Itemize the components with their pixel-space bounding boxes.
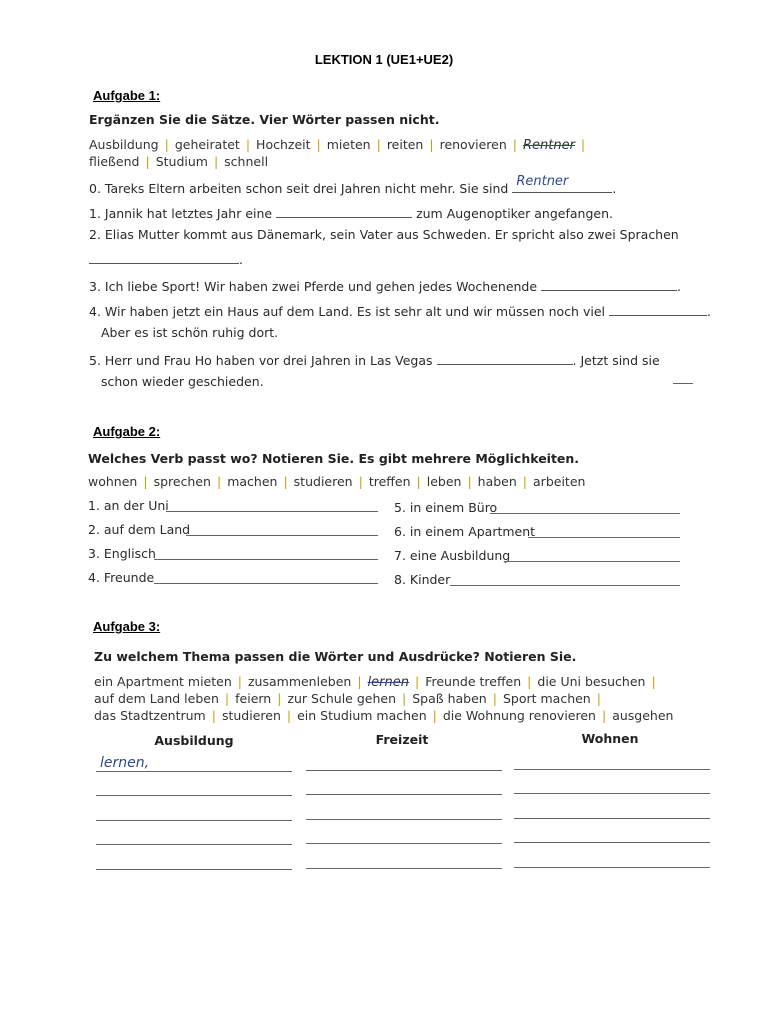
column-header-wohnen: Wohnen bbox=[581, 731, 639, 746]
answer-blank-4[interactable] bbox=[609, 303, 707, 316]
answer-blank-2[interactable] bbox=[89, 251, 239, 264]
answer-line-ausbildung[interactable] bbox=[96, 795, 292, 796]
aufgabe-3-word-box-row-3: das Stadtzentrum | studieren | ein Studium machen | die Wohnung renovieren | ausgehen bbox=[94, 708, 674, 723]
column-header-ausbildung: Ausbildung bbox=[154, 733, 234, 748]
aufgabe-3-word-box-row-2: auf dem Land leben | feiern | zur Schule gehen | Spaß haben | Sport machen | bbox=[94, 691, 601, 706]
answer-line-ausbildung[interactable] bbox=[96, 820, 292, 821]
sentence-0-text: 0. Tareks Eltern arbeiten schon seit drei Jahren nicht mehr. Sie sind bbox=[89, 181, 509, 196]
word: die Wohnung renovieren bbox=[442, 708, 596, 723]
sentence-3-text: 3. Ich liebe Sport! Wir haben zwei Pferde und gehen jedes Wochenende bbox=[89, 279, 538, 294]
aufgabe-3-scan bbox=[88, 641, 712, 881]
word: zur Schule gehen bbox=[287, 691, 396, 706]
sentence-1-text-a: 1. Jannik hat letztes Jahr eine bbox=[89, 206, 273, 221]
answer-line-4[interactable] bbox=[154, 583, 378, 584]
answer-blank-3[interactable] bbox=[541, 278, 677, 291]
answer-line-8[interactable] bbox=[450, 585, 680, 586]
sentence-5-text-a: 5. Herr und Frau Ho haben vor drei Jahren in Las Vegas bbox=[89, 353, 433, 368]
answer-line-3[interactable] bbox=[154, 559, 378, 560]
answer-line-freizeit[interactable] bbox=[306, 770, 502, 771]
word: machen bbox=[227, 474, 278, 489]
answer-line-ausbildung[interactable] bbox=[96, 844, 292, 845]
sentence-1-text-b: zum Augenoptiker angefangen. bbox=[416, 206, 613, 221]
aufgabe-2-word-box: wohnen | sprechen | machen | studieren | treffen | leben | haben | arbeiten bbox=[88, 474, 586, 489]
answer-blank-0[interactable] bbox=[512, 174, 612, 193]
word: renovieren bbox=[439, 137, 507, 152]
aufgabe-1-label: Aufgabe 1: bbox=[93, 88, 161, 103]
answer-line-2[interactable] bbox=[186, 535, 378, 536]
word: Hochzeit bbox=[256, 137, 311, 152]
word: Studium bbox=[155, 154, 208, 169]
word: ein Studium machen bbox=[297, 708, 427, 723]
aufgabe-1-instruction: Ergänzen Sie die Sätze. Vier Wörter passen nicht. bbox=[89, 112, 440, 127]
phrase-4: 4. Freunde bbox=[88, 570, 155, 585]
word: treffen bbox=[368, 474, 411, 489]
phrase-2: 2. auf dem Land bbox=[88, 522, 191, 537]
word: zusammenleben bbox=[247, 674, 352, 689]
sentence-4: 4. Wir haben jetzt ein Haus auf dem Land. Es ist sehr alt und wir müssen noch viel . bbox=[89, 304, 711, 319]
answer-line-freizeit[interactable] bbox=[306, 794, 502, 795]
answer-line-wohnen[interactable] bbox=[514, 793, 710, 794]
answer-line-freizeit[interactable] bbox=[306, 868, 502, 869]
phrase-1: 1. an der Uni bbox=[88, 498, 169, 513]
answer-line-7[interactable] bbox=[504, 561, 680, 562]
column-header-freizeit: Freizeit bbox=[375, 732, 429, 747]
aufgabe-2-label: Aufgabe 2: bbox=[93, 424, 161, 439]
word: geheiratet bbox=[174, 137, 240, 152]
handwritten-answer-ausbildung: lernen, bbox=[100, 755, 150, 771]
handwritten-answer-0: Rentner bbox=[516, 174, 569, 189]
answer-line-wohnen[interactable] bbox=[514, 842, 710, 843]
word: Ausbildung bbox=[89, 137, 159, 152]
answer-line-wohnen[interactable] bbox=[514, 769, 710, 770]
word: Spaß haben bbox=[412, 691, 487, 706]
sentence-4-text: 4. Wir haben jetzt ein Haus auf dem Land. Es ist sehr alt und wir müssen noch viel bbox=[89, 304, 605, 319]
aufgabe-2-scan bbox=[84, 445, 688, 593]
aufgabe-2-instruction: Welches Verb passt wo? Notieren Sie. Es gibt mehrere Möglichkeiten. bbox=[88, 451, 580, 466]
sentence-2-continuation: . bbox=[89, 251, 243, 267]
phrase-8: 8. Kinder bbox=[394, 572, 451, 587]
sentence-2: 2. Elias Mutter kommt aus Dänemark, sein Vater aus Schweden. Er spricht also zwei Sprachen bbox=[89, 227, 679, 242]
sentence-0: 0. Tareks Eltern arbeiten schon seit drei Jahren nicht mehr. Sie sind Rentner . bbox=[89, 174, 617, 196]
word: mieten bbox=[326, 137, 371, 152]
answer-line-freizeit[interactable] bbox=[306, 843, 502, 844]
word: ausgehen bbox=[612, 708, 674, 723]
phrase-5: 5. in einem Büro bbox=[394, 500, 498, 515]
word: fließend bbox=[89, 154, 140, 169]
answer-line-wohnen[interactable] bbox=[514, 867, 710, 868]
aufgabe-3-word-box-row-1: ein Apartment mieten | zusammenleben | lernen | Freunde treffen | die Uni besuchen | bbox=[94, 674, 656, 690]
aufgabe-3-instruction: Zu welchem Thema passen die Wörter und Ausdrücke? Notieren Sie. bbox=[94, 649, 577, 664]
sentence-5 bbox=[89, 352, 660, 368]
word: haben bbox=[477, 474, 517, 489]
word: reiten bbox=[386, 137, 424, 152]
word: arbeiten bbox=[533, 474, 586, 489]
word-crossed-out: Rentner bbox=[522, 138, 575, 153]
word: Sport machen bbox=[502, 691, 591, 706]
answer-blank-1[interactable] bbox=[276, 205, 412, 218]
answer-blank-5[interactable] bbox=[437, 352, 573, 365]
aufgabe-1-word-box-row-1: Ausbildung | geheiratet | Hochzeit | mieten | reiten | renovieren | Rentner | bbox=[89, 137, 586, 153]
answer-line-ausbildung[interactable] bbox=[96, 869, 292, 870]
word: die Uni besuchen bbox=[537, 674, 646, 689]
answer-line-ausbildung[interactable] bbox=[96, 771, 292, 772]
answer-line-wohnen[interactable] bbox=[514, 818, 710, 819]
word: leben bbox=[426, 474, 462, 489]
phrase-7: 7. eine Ausbildung bbox=[394, 548, 511, 563]
word: schnell bbox=[224, 154, 269, 169]
word: auf dem Land leben bbox=[94, 691, 219, 706]
word: das Stadtzentrum bbox=[94, 708, 206, 723]
phrase-6: 6. in einem Apartment bbox=[394, 524, 536, 539]
word: studieren bbox=[293, 474, 353, 489]
aufgabe-1-scan bbox=[85, 108, 711, 408]
word-crossed-out: lernen bbox=[367, 675, 409, 690]
phrase-3: 3. Englisch bbox=[88, 546, 156, 561]
sentence-5-continuation: schon wieder geschieden. bbox=[101, 374, 264, 389]
aufgabe-1-word-box-row-2: fließend | Studium | schnell bbox=[89, 154, 269, 169]
answer-line-6[interactable] bbox=[528, 537, 680, 538]
word: Freunde treffen bbox=[425, 674, 522, 689]
answer-line-freizeit[interactable] bbox=[306, 819, 502, 820]
answer-line-5[interactable] bbox=[490, 513, 680, 514]
word: studieren bbox=[221, 708, 281, 723]
sentence-3: 3. Ich liebe Sport! Wir haben zwei Pferde und gehen jedes Wochenende . bbox=[89, 279, 682, 294]
page-title: LEKTION 1 (UE1+UE2) bbox=[314, 52, 454, 67]
word: feiern bbox=[235, 691, 272, 706]
word: sprechen bbox=[153, 474, 211, 489]
stray-line bbox=[673, 383, 693, 384]
word: ein Apartment mieten bbox=[94, 674, 232, 689]
sentence-5-text-b: . Jetzt sind sie bbox=[572, 353, 660, 368]
word: wohnen bbox=[88, 474, 138, 489]
sentence-4-continuation: Aber es ist schön ruhig dort. bbox=[101, 325, 279, 340]
aufgabe-3-label: Aufgabe 3: bbox=[93, 619, 161, 634]
answer-line-1[interactable] bbox=[166, 511, 378, 512]
sentence-1 bbox=[89, 205, 613, 221]
